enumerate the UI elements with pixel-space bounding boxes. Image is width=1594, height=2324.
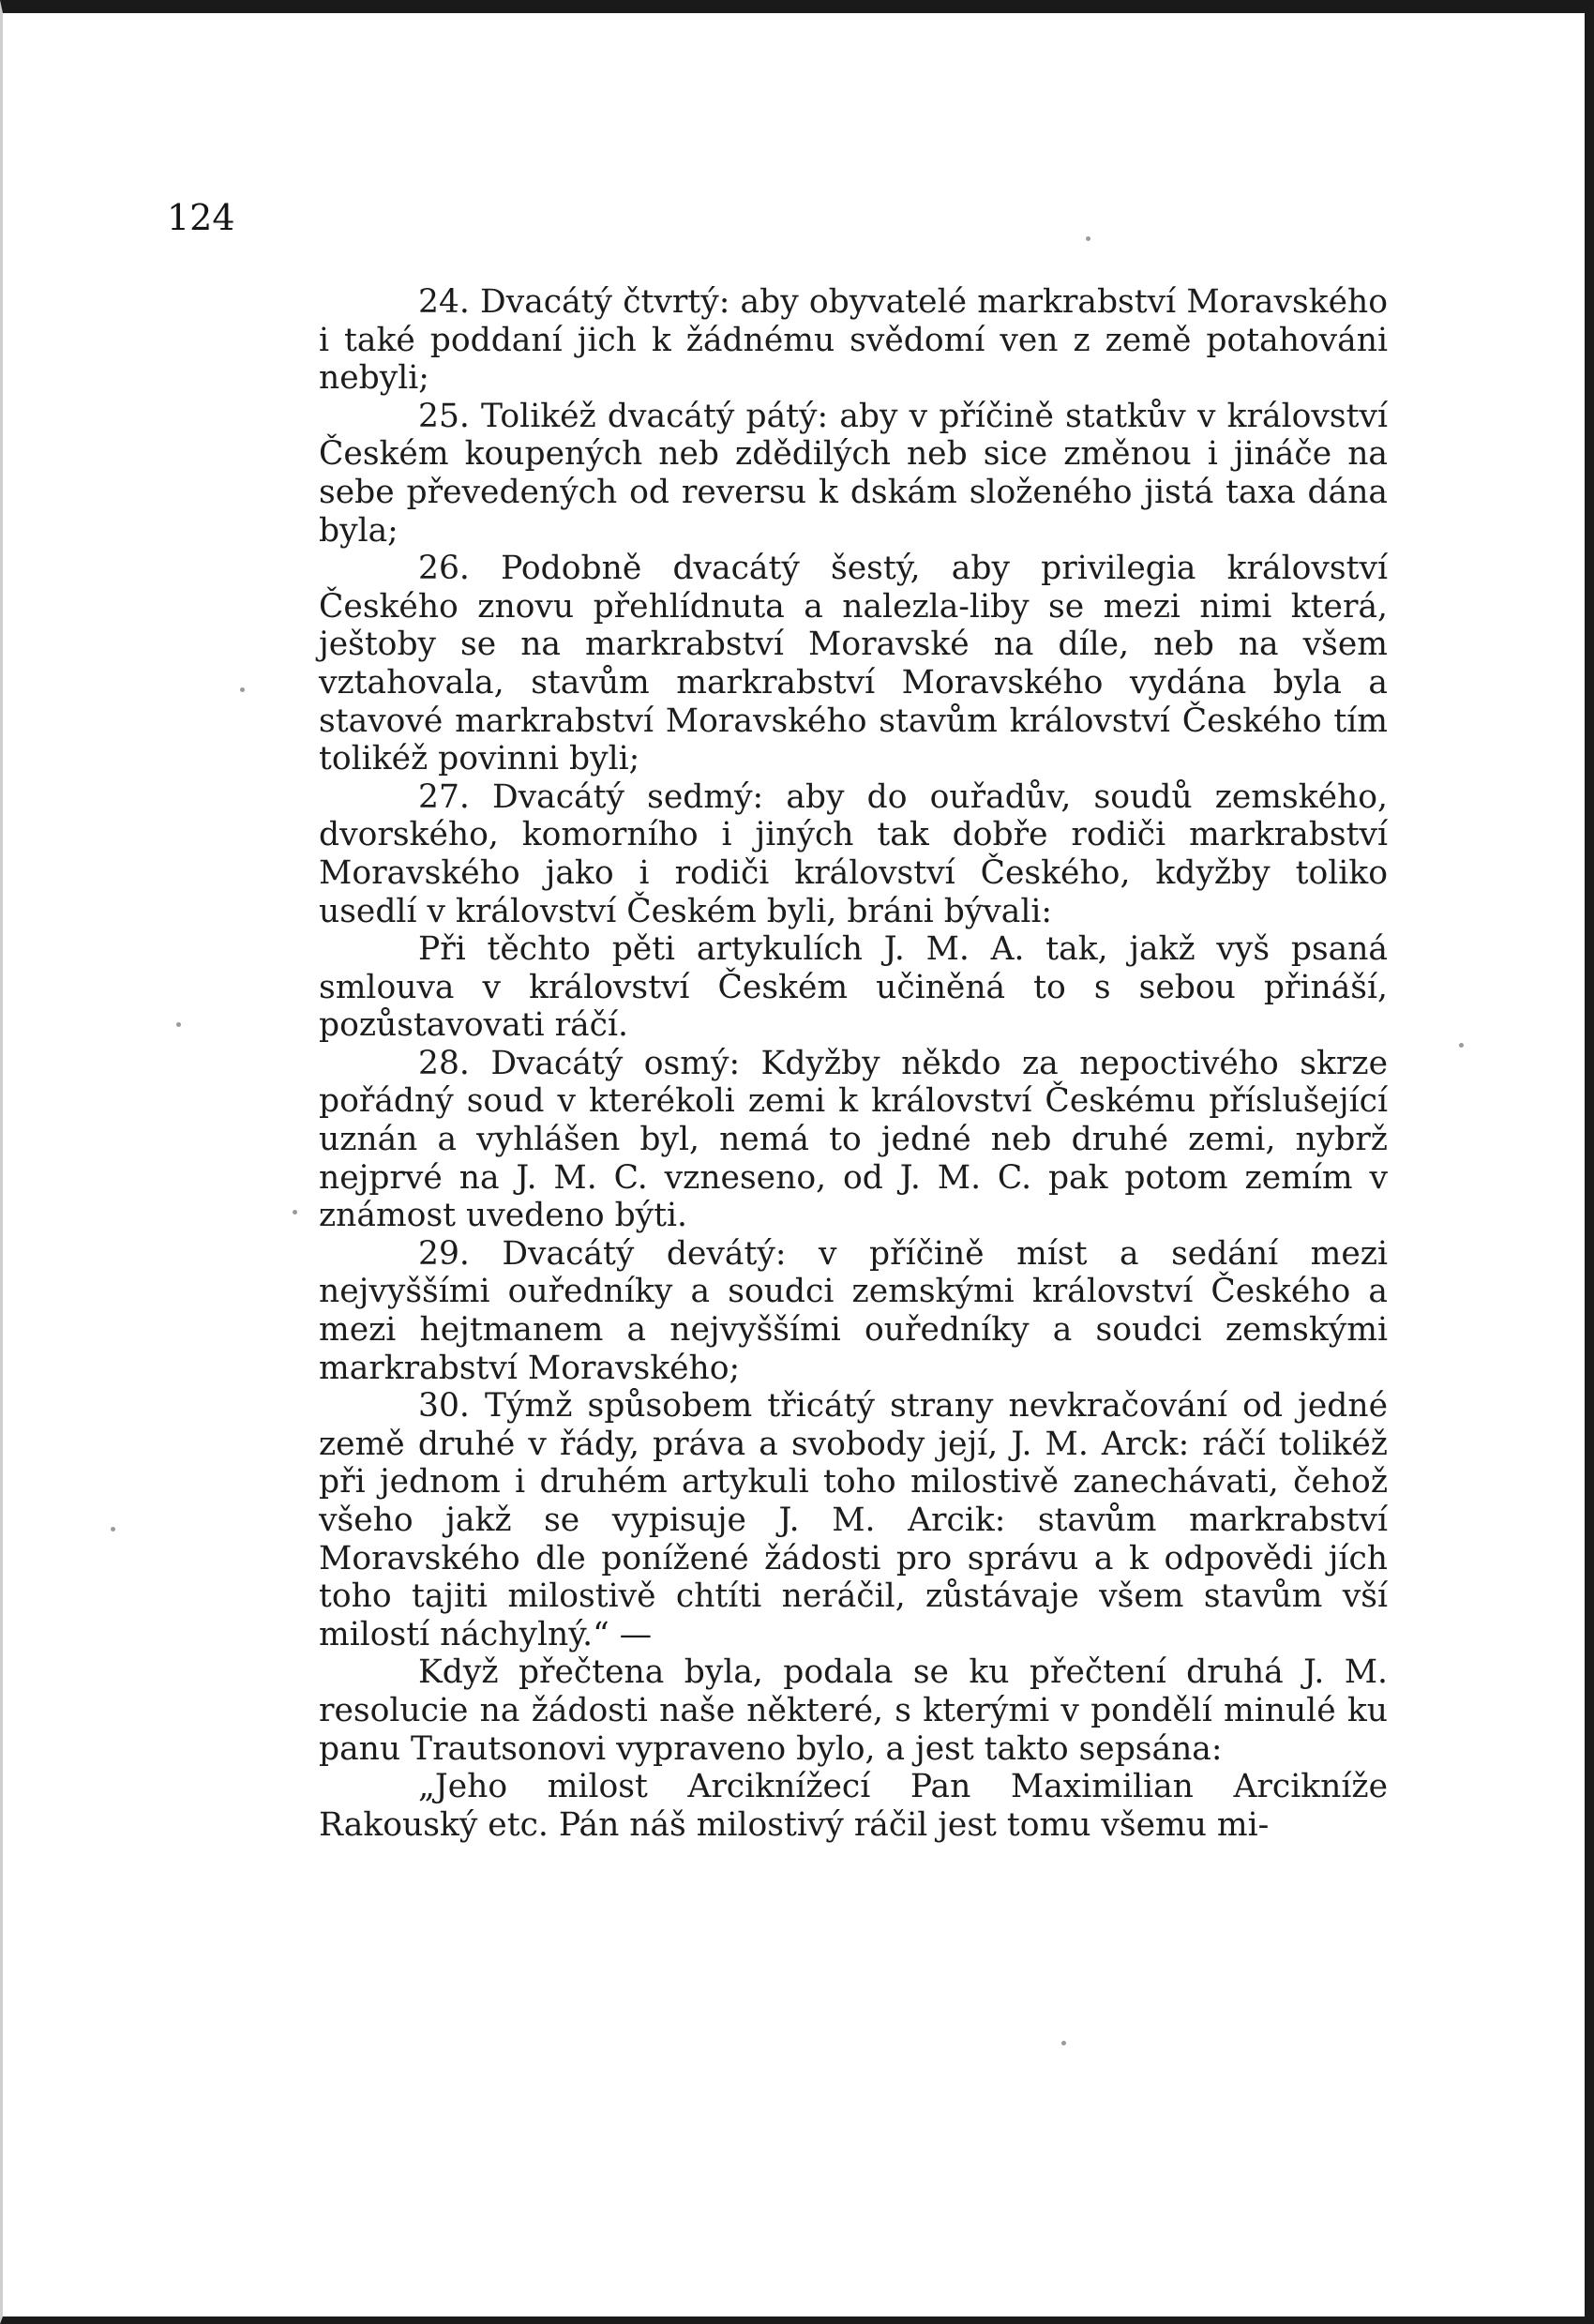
paragraph-27: 27. Dvacátý sedmý: aby do ouřadův, soudů zemského, dvorského, komorního i jiných tak dobře rodiči markrabství Moravského jako i rodiči království Českého, kdyžby toliko usedlí v království Českém byli, bráni bývali: (319, 777, 1388, 930)
scan-speck (176, 1022, 181, 1027)
body-text (319, 283, 1388, 1844)
paragraph-29: 29. Dvacátý devátý: v příčině míst a sedání mezi nejvyššími ouředníky a soudci zemskými království Českého a mezi hejtmanem a nejvyššími ouředníky a soudci zemskými markrabství Moravského; (319, 1234, 1388, 1387)
scan-speck (240, 687, 245, 692)
paragraph-pri-techto: Při těchto pěti artykulích J. M. A. tak, jakž vyš psaná smlouva v království Českém učiněná to s sebou přináší, pozůstavovati ráčí. (319, 930, 1388, 1045)
page-number: 124 (167, 197, 235, 238)
paragraph-24: 24. Dvacátý čtvrtý: aby obyvatelé markrabství Moravského i také poddaní jich k žádnému svědomí ven z země potahováni nebyli; (319, 283, 1388, 398)
paragraph-25: 25. Tolikéž dvacátý pátý: aby v příčině statkův v království Českém koupených neb zdědilých neb sice změnou i jináče na sebe převedených od reversu k dskám složeného jistá taxa dána byla; (319, 397, 1388, 550)
paragraph-30: 30. Týmž spůsobem třicátý strany nevkračování od jedné země druhé v řády, práva a svobody její, J. M. Arck: ráčí tolikéž při jednom i druhém artykuli toho milostivě zanechávati, čehož všeho jakž se vypisuje J. M. Arcik: stavům markrabství Moravského dle ponížené žádosti pro správu a k odpovědi jích toho tajiti milostivě chtíti neráčil, zůstávaje všem stavům vší milostí náchylný.“ — (319, 1387, 1388, 1653)
paragraph-28: 28. Dvacátý osmý: Kdyžby někdo za nepoctivého skrze pořádný soud v kterékoli zemi k království Českému příslušející uznán a vyhlášen byl, nemá to jedné neb druhé zemi, nybrž nejprvé na J. M. C. vzneseno, od J. M. C. pak potom zemím v známost uvedeno býti. (319, 1044, 1388, 1235)
scan-speck (111, 1527, 115, 1532)
paragraph-jeho-milost: „Jeho milost Arciknížecí Pan Maximilian Arcikníže Rakouský etc. Pán náš milostivý ráčil jest tomu všemu mi- (319, 1768, 1388, 1844)
scan-speck (1459, 1043, 1464, 1048)
paragraph-26: 26. Podobně dvacátý šestý, aby privilegia království Českého znovu přehlídnuta a nalezla-liby se mezi nimi která, ještoby se na markrabství Moravské na díle, neb na všem vztahovala, stavům markrabství Moravského vydána byla a stavové markrabství Moravského stavům království Českého tím tolikéž povinni byli; (319, 550, 1388, 778)
scan-speck (1086, 236, 1090, 241)
paragraph-kdyz-prectena: Když přečtena byla, podala se ku přečtení druhá J. M. resolucie na žádosti naše některé, s kterými v pondělí minulé ku panu Trautsonovi vypraveno bylo, a jest takto sepsána: (319, 1653, 1388, 1768)
scan-speck (1061, 2041, 1066, 2045)
scan-speck (293, 1210, 297, 1215)
